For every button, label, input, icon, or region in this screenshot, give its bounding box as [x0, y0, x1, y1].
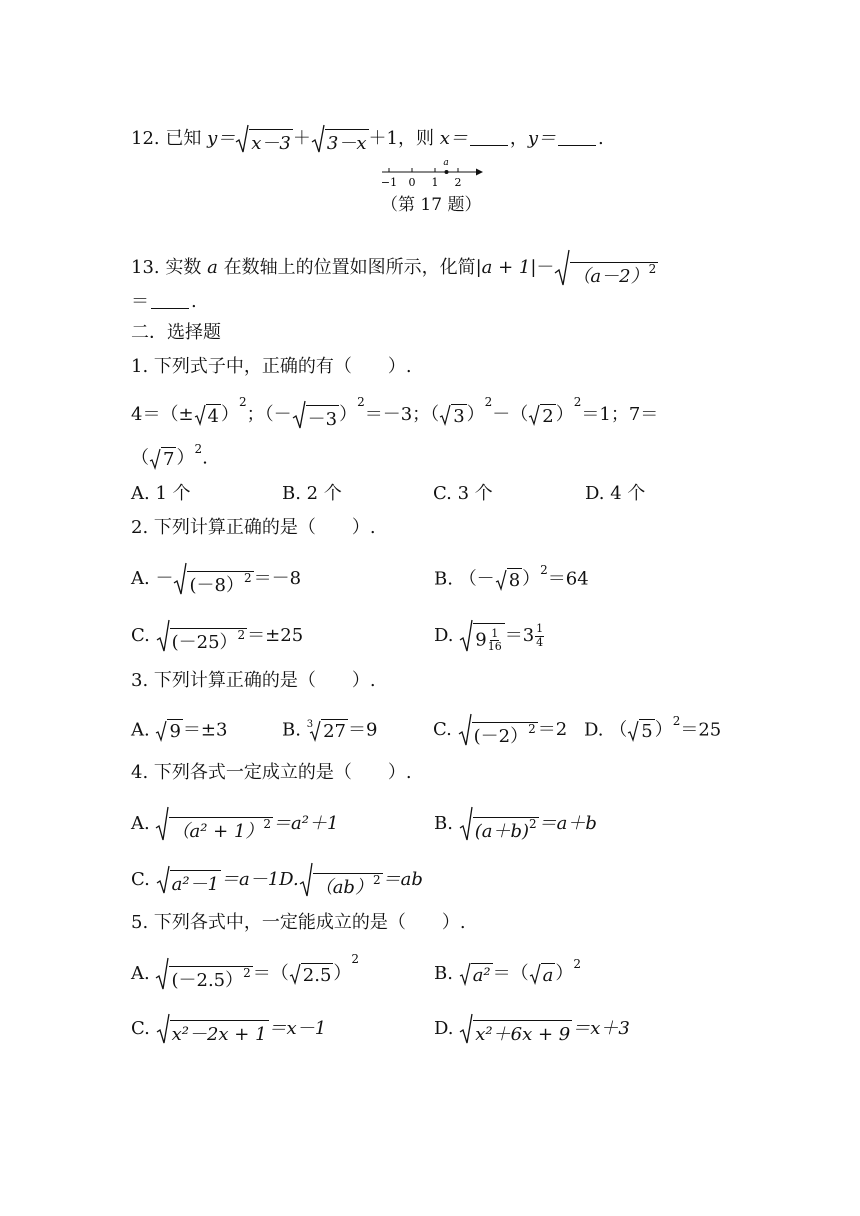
c1-sup-5: 2: [194, 442, 203, 456]
tick-label-0: 0: [408, 176, 416, 189]
q12-radical-1: x－3: [235, 124, 293, 154]
c1-sqrt-3: 3: [439, 404, 466, 427]
c1-expr-c2: ）: [466, 404, 485, 425]
question-12: [131, 124, 604, 154]
c4-a-label: A.: [131, 813, 150, 834]
q12-period: .: [598, 128, 604, 149]
c4-b-tail: ＝a＋b: [538, 813, 597, 834]
number-line-point-a: [445, 170, 449, 174]
choice-4-stem: 4. 下列各式一定成立的是（ ）.: [131, 762, 412, 783]
c4-a-tail: ＝a²＋1: [273, 813, 339, 834]
c5-a-radical-2: 2.5: [289, 963, 334, 986]
choice-2-option-a[interactable]: [131, 562, 301, 596]
choice-1-stem: 1. 下列式子中，正确的有（ ）.: [131, 356, 412, 377]
c4-d-radical: （ab）$^2$: [299, 862, 383, 898]
c1-line2-open: （: [131, 447, 149, 469]
c5-c-radical: x²－2x + 1: [156, 1013, 269, 1045]
c1-sqrt-4: 4: [194, 404, 221, 427]
choice-2-option-c[interactable]: [131, 619, 303, 653]
q13-answer-blank: [151, 308, 189, 309]
tick-label-2: 2: [454, 176, 462, 189]
q12-x-eq: x＝: [439, 128, 468, 149]
c1-sqrt-neg3: －3: [292, 400, 339, 430]
c4-c-radical: a²－1: [156, 865, 221, 895]
choice-3-stem: 3. 下列计算正确的是（ ）.: [131, 670, 376, 691]
c1-line2-end: .: [202, 447, 208, 469]
c5-a-sup: 2: [351, 952, 360, 966]
c2-a-radical: (－8）$^2$: [173, 562, 253, 596]
c2-c-tail: ＝±25: [247, 625, 304, 646]
c1-expr-c4: ）: [555, 404, 574, 425]
choice-5-option-c[interactable]: [131, 1013, 326, 1045]
c3-b-radical: 27: [309, 719, 348, 742]
c5-b-sup: 2: [573, 957, 582, 971]
q12-tail: ＋1，则: [368, 128, 434, 149]
c3-b-label: B.: [282, 719, 301, 741]
q12-y-eq: y＝: [207, 128, 236, 149]
q12-answer-y-blank: [558, 145, 596, 146]
q13-radical: $(a-2)^2$: [554, 249, 658, 287]
c3-a-tail: ＝±3: [182, 719, 228, 741]
c3-d-close: ）: [654, 719, 673, 741]
q13-period: .: [191, 291, 197, 312]
c1-expr-c3: －（: [492, 404, 529, 425]
choice-1-expression: [131, 395, 659, 431]
c2-d-radical: 9 $\frac{1}{16}$: [459, 619, 504, 653]
choice-1-option-b[interactable]: B. 2 个: [282, 483, 342, 504]
c3-c-radical: (－2）$^2$: [458, 713, 538, 747]
c1-sup-3: 2: [484, 395, 493, 409]
c5-b-radical-2: a: [529, 963, 556, 986]
c3-a-radical: 9: [155, 719, 182, 742]
c2-b-radical: 8: [495, 568, 522, 591]
q13-text1: 实数: [165, 257, 202, 278]
question-13-line2: [131, 293, 197, 311]
choice-3-option-b[interactable]: [282, 719, 377, 742]
choice-1-option-c[interactable]: C. 3 个: [433, 483, 493, 504]
c1-sup-2: 2: [357, 395, 365, 409]
c2-a-tail: ＝－8: [253, 568, 302, 589]
c3-b-tail: ＝9: [347, 719, 378, 741]
section-title: 二．选择题: [131, 322, 221, 343]
c5-a-radical: (－2.5）$^2$: [155, 957, 252, 991]
c5-c-label: C.: [131, 1018, 150, 1039]
c1-expr-b3: ＝－3；（: [364, 404, 440, 425]
choice-1-expression-line2: [131, 442, 208, 470]
c2-a-label: A.: [131, 568, 150, 589]
c3-b-index: 3: [306, 719, 314, 731]
q12-radical-2: 3－x: [311, 124, 369, 154]
choice-1-option-d[interactable]: D. 4 个: [585, 483, 646, 504]
c1-expr-b-sep: ；（－: [246, 404, 292, 425]
choice-4-option-a[interactable]: [131, 806, 338, 842]
c4-c-label: C.: [131, 869, 150, 890]
c5-b-eq: ＝（: [492, 963, 529, 984]
choice-3-option-d[interactable]: [584, 714, 722, 742]
c5-b-radical: a²: [459, 962, 493, 986]
choice-4-option-b[interactable]: [434, 806, 597, 842]
number-line-figure: [380, 158, 484, 192]
tick-label-1: 1: [431, 176, 439, 189]
c2-c-radical: (－25）$^2$: [156, 619, 248, 653]
c5-d-label: D.: [434, 1018, 454, 1039]
c1-expr-b2: ）: [339, 404, 358, 425]
c5-c-tail: ＝x－1: [268, 1018, 327, 1039]
c2-d-eq: ＝3: [504, 625, 535, 646]
c2-b-tail: ＝64: [547, 568, 589, 590]
number-line-point-label: a: [443, 158, 449, 168]
c2-b-label: B.: [434, 568, 453, 590]
c1-expr-a2: ）: [221, 404, 239, 425]
c2-b-open: （－: [458, 568, 495, 590]
c1-sup-4: 2: [573, 395, 582, 409]
c3-c-tail: ＝2: [537, 719, 568, 740]
c3-d-sup: 2: [672, 714, 681, 728]
c2-b-sup: 2: [540, 563, 548, 577]
c4-c-tail: ＝a－1D.: [221, 869, 299, 890]
q12-y-eq2: y＝: [527, 128, 557, 149]
choice-5-option-d[interactable]: [434, 1013, 630, 1045]
question-13: [131, 249, 658, 287]
figure-caption: （第 17 题）: [381, 195, 482, 215]
c1-expr-c5: ＝1；7＝: [581, 404, 659, 425]
c4-b-radical: $(a+b)^2$: [459, 806, 539, 842]
c2-d-label: D.: [434, 625, 454, 646]
q13-abs-expr: |a + 1|: [475, 257, 537, 278]
c5-d-radical: x²＋6x + 9: [459, 1013, 572, 1045]
q12-plus: ＋: [292, 128, 311, 149]
choice-5-stem: 5. 下列各式中，一定能成立的是（ ）.: [131, 912, 466, 933]
c5-b-close: ）: [555, 963, 574, 984]
choice-3-option-a[interactable]: [131, 719, 227, 742]
c3-d-label: D. （: [584, 719, 628, 741]
choice-2-option-d[interactable]: [434, 619, 545, 653]
c1-sqrt-7: 7: [149, 447, 176, 470]
q12-number: 12.: [131, 128, 160, 149]
c4-d-tail: ＝ab: [382, 869, 423, 890]
q13-number: 13.: [131, 257, 160, 278]
q13-eq: ＝: [131, 291, 149, 312]
c5-a-close: ）: [333, 963, 352, 984]
c4-b-label: B.: [434, 813, 453, 834]
c2-a-minus: －: [155, 568, 174, 589]
c3-d-tail: ＝25: [680, 719, 722, 741]
c5-b-label: B.: [434, 963, 453, 984]
c5-a-label: A.: [131, 963, 150, 984]
q13-minus: －: [536, 257, 555, 278]
c1-line2-close: ）: [176, 447, 195, 469]
choice-1-option-a[interactable]: A. 1 个: [131, 483, 191, 504]
q12-comma: ，: [509, 128, 528, 149]
q12-answer-x-blank: [470, 145, 508, 146]
c2-b-close: ）: [522, 568, 541, 590]
q13-var-a: a: [207, 257, 218, 278]
choice-5-option-b[interactable]: [434, 957, 582, 987]
choice-5-option-a[interactable]: [131, 952, 360, 992]
c5-a-eq: ＝（: [252, 963, 289, 984]
choice-4-option-c-d[interactable]: [131, 862, 423, 898]
c3-d-radical: 5: [627, 719, 654, 742]
c5-d-tail: ＝x＋3: [572, 1018, 630, 1039]
q12-prefix: 已知: [165, 128, 202, 149]
q13-text2: 在数轴上的位置如图所示，化简: [223, 257, 476, 278]
c1-sup-1: 2: [239, 395, 247, 409]
choice-3-option-c[interactable]: [433, 713, 567, 747]
c1-expr-a1: 4＝（±: [131, 404, 194, 425]
c1-sqrt-2: 2: [528, 404, 555, 427]
choice-2-option-b[interactable]: [434, 563, 589, 591]
choice-2-stem: 2. 下列计算正确的是（ ）.: [131, 517, 376, 538]
c3-a-label: A.: [131, 719, 150, 741]
c4-a-radical: $(a^2 + 1)^2$: [155, 806, 273, 842]
c2-d-fraction: $\frac{1}{4}$: [536, 622, 544, 649]
tick-label-neg1: −1: [380, 176, 398, 189]
c3-c-label: C.: [433, 719, 452, 740]
c2-c-label: C.: [131, 625, 150, 646]
